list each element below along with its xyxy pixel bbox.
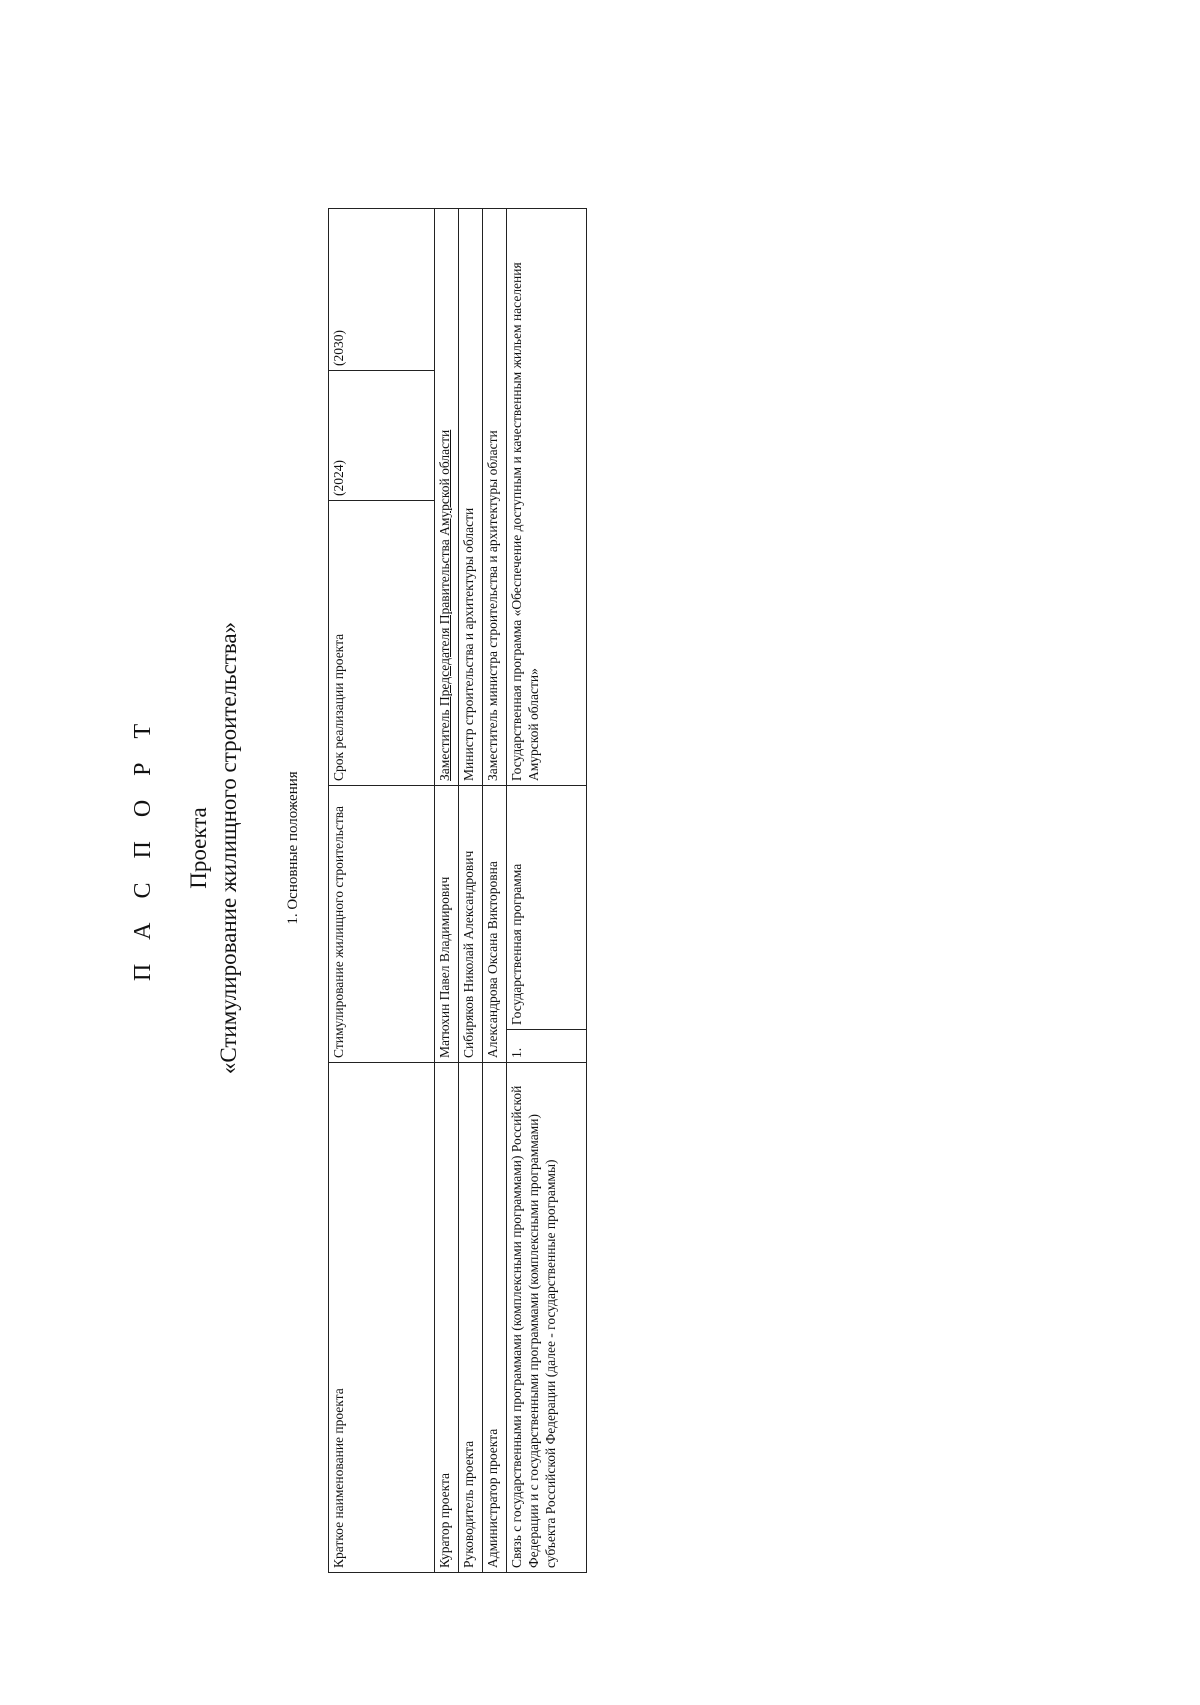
programs-label: Связь с государственными программами (комплексными программами) Российской Федерации и с государственными программами (комплексными программами) субъекта Российской Федерации (далее - государственные программы) (507, 1063, 587, 1573)
period-start: (2024) (329, 370, 435, 500)
programs-type: Государственная программа (507, 785, 587, 1029)
project-word: Проекта (186, 807, 211, 889)
leader-name: Сибиряков Николай Александрович (459, 785, 483, 1062)
programs-name: Государственная программа «Обеспечение доступным и качественным жильем населения Амурской области» (507, 208, 587, 785)
administrator-position: Заместитель министра строительства и архитектуры области (483, 208, 507, 785)
title-block (118, 123, 333, 1573)
leader-label: Руководитель проекта (459, 1063, 483, 1573)
period-end: (2030) (329, 208, 435, 370)
programs-number: 1. (507, 1030, 587, 1063)
short-name-value: Стимулирование жилищного строительства (329, 785, 435, 1062)
leader-position: Министр строительства и архитектуры области (459, 208, 483, 785)
administrator-label: Администратор проекта (483, 1063, 507, 1573)
section-title: 1. Основные положения (285, 771, 301, 925)
curator-position: Заместитель Председателя Правительства Амурской области (435, 208, 459, 785)
passport-table (328, 208, 587, 1573)
curator-name: Матюхин Павел Владимирович (435, 785, 459, 1062)
document-page (118, 123, 658, 1573)
table-row-curator (435, 208, 459, 1572)
table-row-administrator (483, 208, 507, 1572)
document-title: П А С П О Р Т (130, 714, 156, 982)
project-name: «Стимулирование жилищного строительства» (216, 621, 241, 1075)
administrator-name: Александрова Оксана Викторовна (483, 785, 507, 1062)
curator-label: Куратор проекта (435, 1063, 459, 1573)
table-row-leader (459, 208, 483, 1572)
table-row-short-name (329, 208, 435, 1572)
table-row-programs (507, 208, 587, 1572)
short-name-label: Краткое наименование проекта (329, 1063, 435, 1573)
period-label: Срок реализации проекта (329, 500, 435, 785)
